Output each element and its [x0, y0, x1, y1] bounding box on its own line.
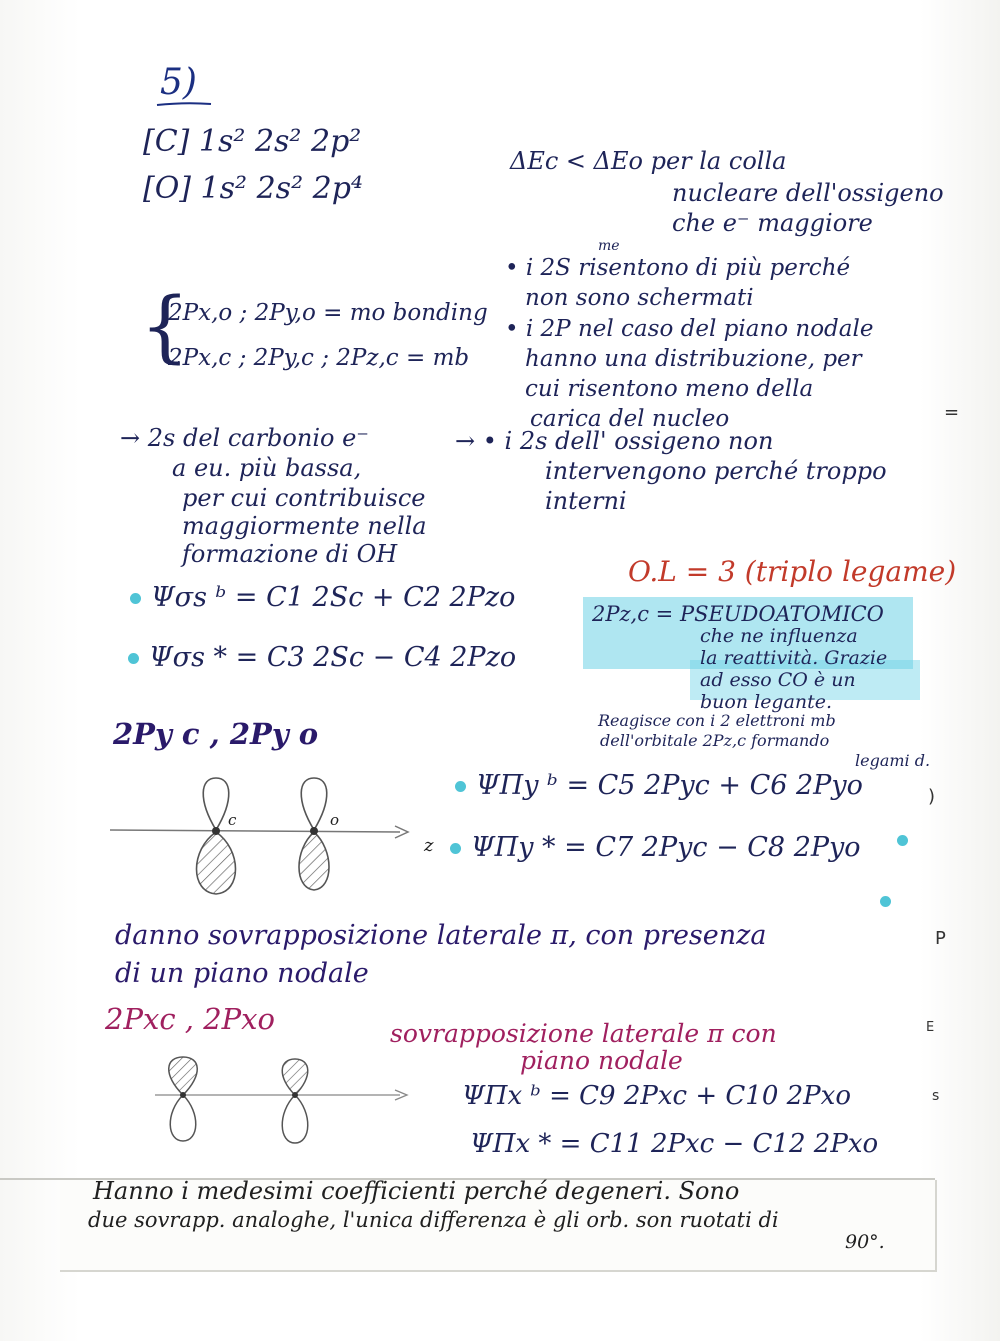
- pseudo-note-line7: dell'orbitale 2Pz,c formando: [600, 731, 830, 750]
- pseudo-note-line1: 2Pz,c = PSEUDOATOMICO: [592, 602, 884, 626]
- oxygen-note-line3: interni: [545, 487, 627, 515]
- bullet1-line2: non sono schermati: [525, 285, 754, 311]
- sigma-anti-eq: Ψσs * = C3 2Sc − C4 2Pzo: [128, 642, 516, 673]
- px-note-line2: piano nodale: [520, 1046, 683, 1075]
- cyan-dot: [880, 896, 891, 907]
- oxygen-note-line1: → • i 2s dell' ossigeno non: [455, 427, 774, 455]
- bullet2-line4: carica del nucleo: [530, 406, 730, 432]
- cyan-dot: [450, 843, 461, 854]
- px-orbital-diagram: [155, 1055, 425, 1155]
- number-underline: [155, 100, 215, 110]
- sigma-bonding-eq: Ψσs ᵇ = C1 2Sc + C2 2Pzo: [130, 582, 515, 613]
- carbon-note-line3: per cui contribuisce: [182, 484, 426, 512]
- py-orbital-diagram: [110, 770, 430, 910]
- margin-mark-3: P: [935, 928, 946, 949]
- margin-mark-1: =: [944, 402, 960, 423]
- pseudo-note-line8: legami d.: [855, 751, 931, 770]
- bullet2-line3: cui risentono meno della: [525, 376, 814, 402]
- carbon-note-line1: → 2s del carbonio e⁻: [120, 424, 369, 452]
- exercise-number: 5): [160, 62, 197, 103]
- margin-mark-5: s: [932, 1088, 940, 1104]
- conclusion-line3: 90°.: [845, 1231, 885, 1253]
- label-o: o: [330, 811, 340, 829]
- bullet2-line1: • i 2P nel caso del piano nodale: [505, 316, 874, 342]
- py-section-title: 2Py c , 2Py o: [113, 717, 319, 751]
- margin-mark-4: E: [926, 1020, 935, 1035]
- pseudo-note-line5: buon legante.: [700, 691, 833, 713]
- margin-mark-2: ): [928, 786, 936, 807]
- energy-note-line1: ΔEc < ΔEo per la colla: [510, 147, 787, 175]
- pseudo-note-line6: Reagisce con i 2 elettroni mb: [598, 711, 836, 730]
- cyan-dot: [128, 653, 139, 664]
- carbon-note-line2: a eu. più bassa,: [172, 454, 362, 482]
- pi-y-bonding-eq: ΨΠy ᵇ = C5 2Pyc + C6 2Pyo: [455, 770, 863, 801]
- energy-note-line3: che e⁻ maggiore: [672, 209, 873, 237]
- pseudo-note-line2: che ne influenza: [700, 625, 858, 647]
- carbon-note-line5: formazione di OH: [182, 540, 398, 568]
- orbitals-line2: 2Px,c ; 2Py,c ; 2Pz,c = mb: [168, 345, 470, 371]
- axis-z: z: [424, 835, 434, 856]
- energy-note-line2: nucleare dell'ossigeno: [672, 179, 944, 207]
- cyan-dot: [455, 781, 466, 792]
- pi-y-anti-eq: ΨΠy * = C7 2Pyc − C8 2Pyo: [450, 832, 861, 863]
- bullet-superscript: me: [598, 238, 620, 254]
- cyan-dot: [130, 593, 141, 604]
- pi-x-anti-eq: ΨΠx * = C11 2Pxc − C12 2Pxo: [470, 1129, 879, 1159]
- carbon-config: [C] 1s² 2s² 2p²: [143, 124, 362, 159]
- cyan-dot: [897, 835, 908, 846]
- bullet2-line2: hanno una distribuzione, per: [525, 346, 862, 372]
- oxygen-config: [O] 1s² 2s² 2p⁴: [143, 171, 363, 206]
- label-c: c: [228, 811, 237, 829]
- conclusion-line2: due sovrapp. analoghe, l'unica differenza è gli orb. son ruotati di: [88, 1208, 779, 1232]
- orbitals-line1: 2Px,o ; 2Py,o = mo bonding: [168, 300, 488, 326]
- bond-order: O.L = 3 (triplo legame): [628, 555, 957, 588]
- pi-x-bonding-eq: ΨΠx ᵇ = C9 2Pxc + C10 2Pxo: [462, 1081, 851, 1111]
- bullet1-line1: • i 2S risentono di più perché: [505, 255, 851, 281]
- overlap-line2: di un piano nodale: [115, 958, 369, 989]
- px-section-title: 2Pxc , 2Pxo: [105, 1002, 275, 1036]
- pseudo-note-line4: ad esso CO è un: [700, 669, 856, 691]
- overlap-line1: danno sovrapposizione laterale π, con presenza: [115, 920, 767, 951]
- oxygen-note-line2: intervengono perché troppo: [545, 457, 887, 485]
- pseudo-note-line3: la reattività. Grazie: [700, 647, 888, 669]
- carbon-note-line4: maggiormente nella: [182, 512, 427, 540]
- conclusion-line1: Hanno i medesimi coefficienti perché degeneri. Sono: [93, 1177, 740, 1205]
- curly-brace: {: [140, 282, 190, 372]
- px-note-line1: sovrapposizione laterale π con: [390, 1019, 777, 1048]
